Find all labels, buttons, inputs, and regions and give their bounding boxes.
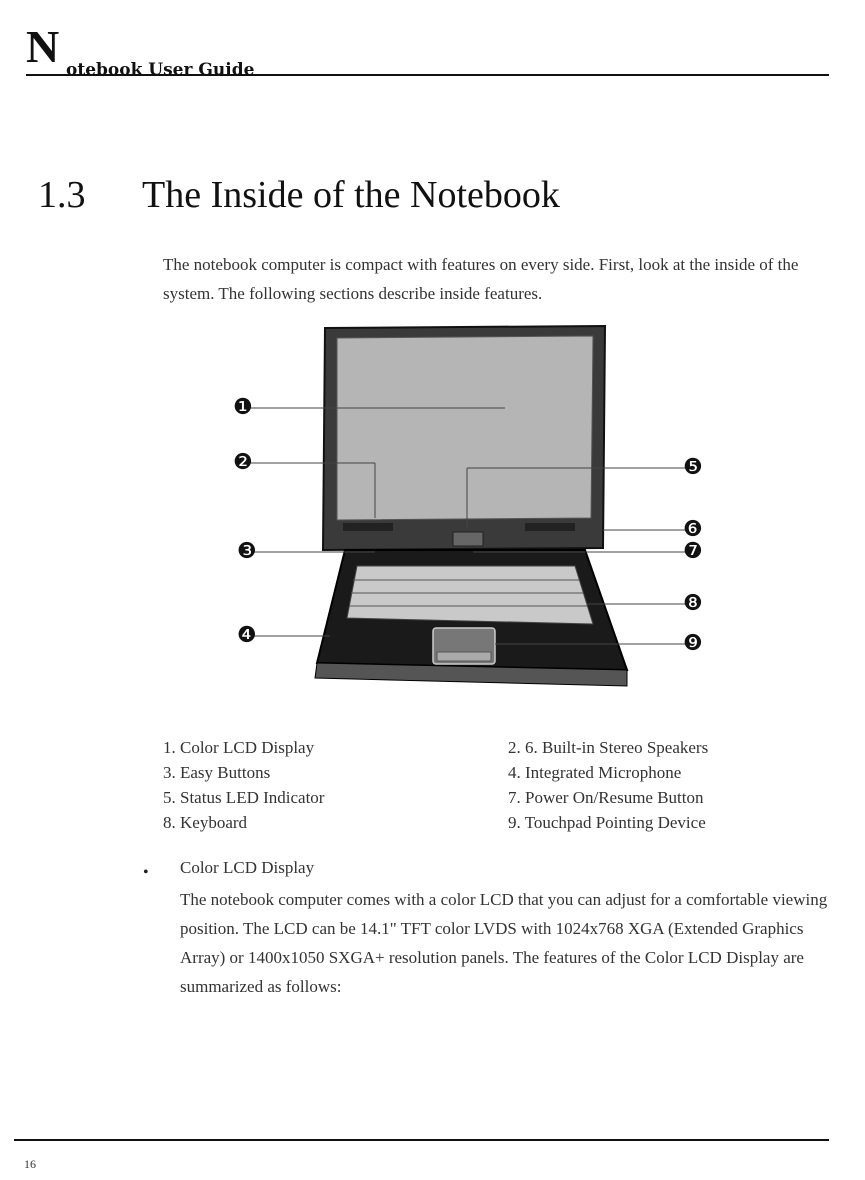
legend-item: 8. Keyboard [163,813,248,832]
callout-5: ❺ [683,455,703,480]
notebook-figure [225,318,725,698]
callout-8: ❽ [683,591,703,616]
legend-item: 2. 6. Built-in Stereo Speakers [508,738,709,757]
callout-4: ❹ [237,623,257,648]
callout-9: ❾ [683,631,703,656]
callout-7: ❼ [683,539,703,564]
section-title: The Inside of the Notebook [142,174,560,216]
legend-row [163,788,803,813]
legend-row [163,813,803,838]
legend-row [163,763,803,788]
component-legend [163,738,803,838]
bullet-title: Color LCD Display [180,858,315,877]
header-initial: N [26,21,60,72]
legend-item: 4. Integrated Microphone [508,763,682,782]
section-heading [38,170,560,220]
callout-1: ❶ [233,395,253,420]
callout-3: ❸ [237,539,257,564]
callout-6: ❻ [683,517,703,542]
section-number: 1.3 [38,174,86,216]
header-title: otebook User Guide [66,60,255,80]
bullet-marker: • [143,864,149,881]
page-header [26,20,829,80]
bullet-body: The notebook computer comes with a color LCD that you can adjust for a comfortable viewing position. The LCD can be 14.1" TFT color LVDS with 1024x768 XGA (Extended Graphics Array) or 1400x1050 SXGA+ resolution panels. The features of the Color LCD Display are summarized as follows: [180,890,828,996]
legend-item: 3. Easy Buttons [163,763,271,782]
callout-2: ❷ [233,450,253,475]
intro-paragraph: The notebook computer is compact with features on every side. First, look at the inside of the system. The following sections describe inside features. [163,255,799,303]
legend-item: 5. Status LED Indicator [163,788,325,807]
page-number: 16 [24,1157,36,1171]
legend-item: 7. Power On/Resume Button [508,788,704,807]
legend-item: 9. Touchpad Pointing Device [508,813,706,832]
notebook-illustration [225,318,725,698]
legend-row [163,738,803,763]
footer-divider [14,1139,829,1141]
legend-item: 1. Color LCD Display [163,738,315,757]
